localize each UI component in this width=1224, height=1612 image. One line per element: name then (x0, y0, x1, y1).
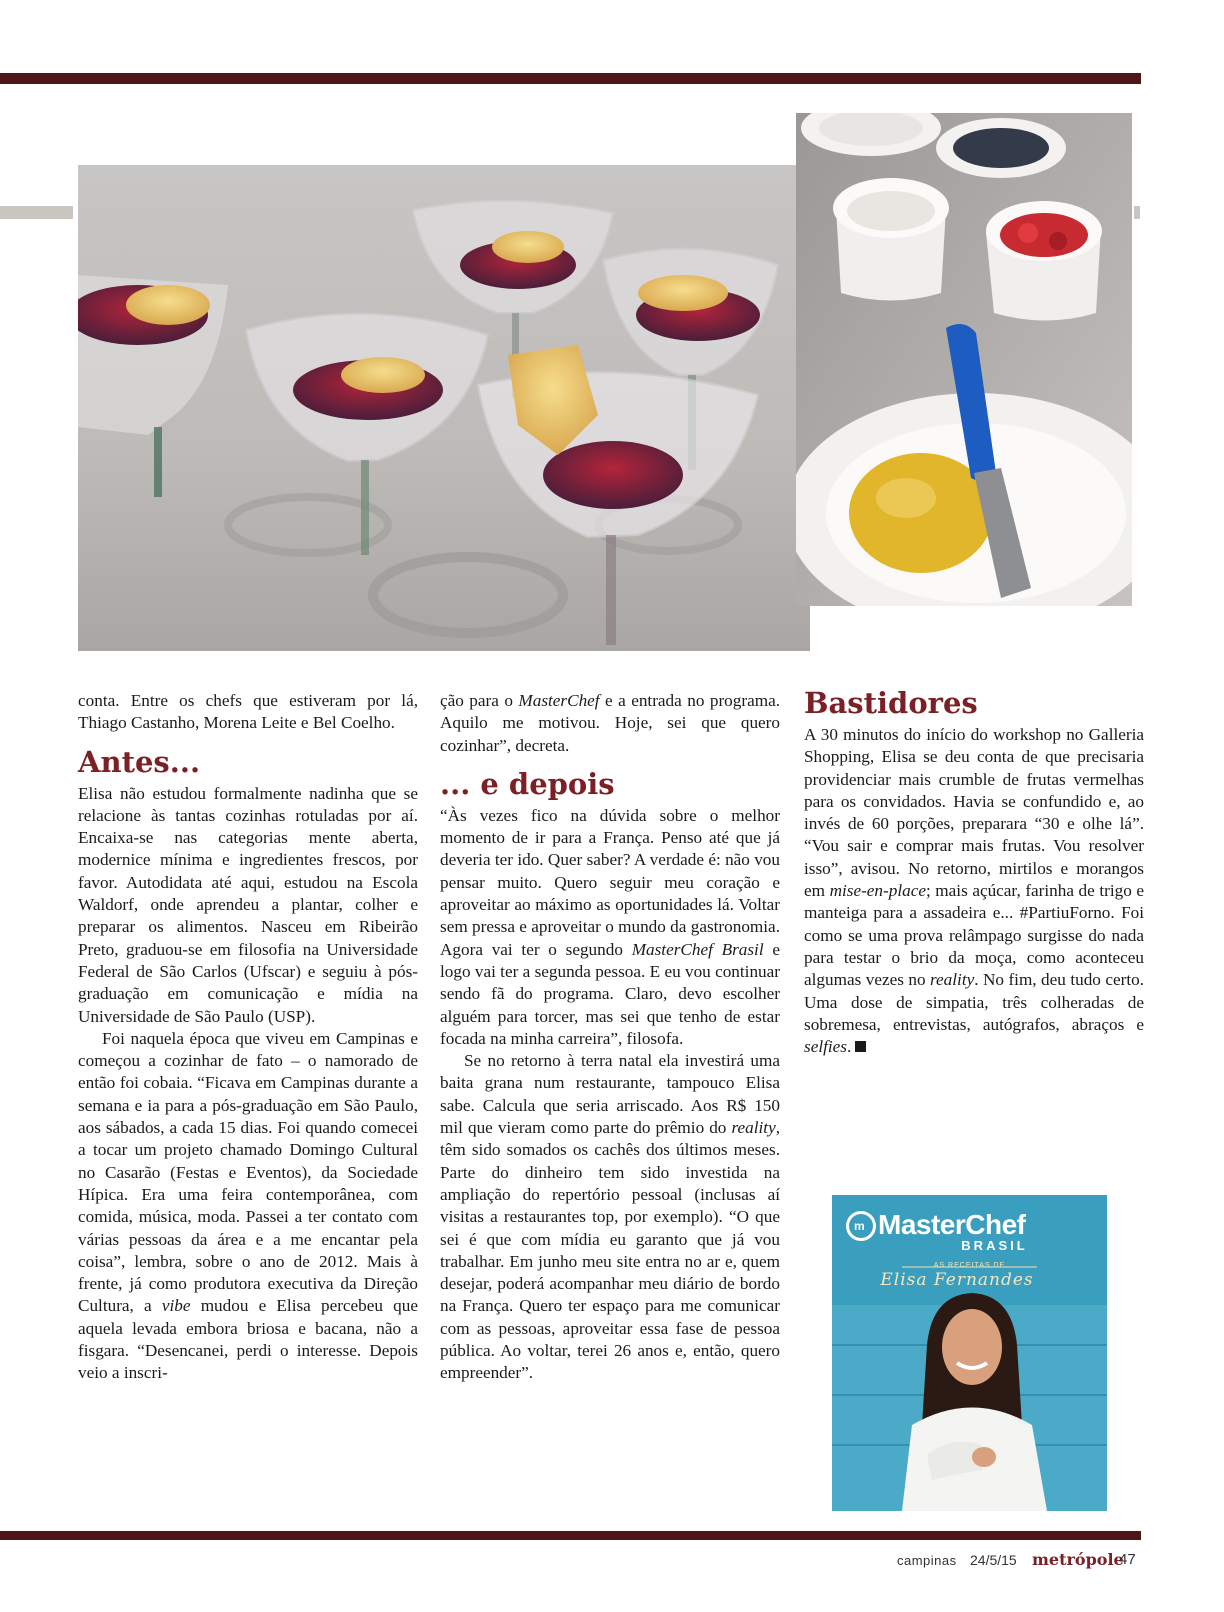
end-of-article-mark (855, 1041, 866, 1052)
heading-antes: Antes... (78, 744, 201, 779)
paragraph-intro-continued: conta. Entre os chefs que estiveram por lá, Thiago Castanho, Morena Leite e Bel Coelho. (78, 691, 418, 733)
heading-depois: ... e depois (440, 766, 615, 801)
text-run: ção para o (440, 691, 513, 710)
right-tab-marker (1134, 206, 1140, 219)
text-run: e logo vai ter a segunda pessoa. E eu vou continuar sendo fã do programa. Claro, devo escolher alguém para torcer, mas sei que tenho de estar focada na minha carreira”, filosofa. (440, 939, 780, 1048)
paragraph-depois-1 (440, 805, 780, 1050)
column-2 (440, 690, 780, 1385)
italic-term: reality (930, 970, 975, 990)
italic-term: mise-en-place (829, 881, 926, 901)
text-run: . (846, 1037, 852, 1057)
top-rule (0, 73, 1141, 84)
italic-term: selfies (804, 1037, 847, 1057)
logo-mark: m (854, 1219, 865, 1233)
column-3 (804, 686, 1144, 1058)
text-run: “Às vezes fico na dúvida sobre o melhor momento de ir para a França. Penso até que já deveria ter ido. Quer saber? A verdade é: não vou pensar muito. Quero seguir meu coração e aproveitar ao máximo as oportunidades lá. Voltar sem pressa e aproveitar o mundo da gastronomia. Agora vai ter o segundo (440, 805, 780, 959)
italic-term: vibe (161, 1296, 191, 1316)
photo-crumble-glasses (78, 165, 810, 651)
paragraph-antes-2 (78, 1028, 418, 1385)
bottom-rule (0, 1531, 1141, 1540)
text-run: e a entrada no programa. Aquilo me motivou. Hoje, sei que quero cozinhar”, decreta. (440, 691, 781, 755)
text-run: Se no retorno à terra natal ela investirá uma baita grana num restaurante, tampouco Elisa sabe. Calcula que seria arriscado. Aos R$ 150 mil que vieram como parte do prêmio do (440, 1051, 780, 1138)
cover-caption: AS RECEITAS DE (933, 1262, 1006, 1269)
page-footer (880, 1551, 1140, 1575)
masterchef-logo-icon (846, 1211, 876, 1241)
footer-date: 24/5/15 (970, 1552, 1017, 1568)
footer-city: campinas (897, 1553, 957, 1568)
paragraph-depois-2 (440, 1050, 780, 1384)
paragraph-antes-1: Elisa não estudou formalmente nadinha que se relacione às tantas cozinhas rotuladas por aí. Encaixa-se nas categorias mente aberta, modernice mínima e ingredientes frescos, por favor. Autodidata até aqui, estudou na Escola Waldorf, onde aprendeu a plantar, colher e preparar os alimentos. Nasceu em Ribeirão Preto, graduou-se em filosofia na Universidade Federal de São Carlos (Ufscar) e seguiu à pós-graduação em comunicação e mídia na Universidade de São Paulo (USP). (78, 783, 418, 1026)
photo-ingredient-bowls (796, 113, 1132, 606)
italic-term: reality (731, 1118, 776, 1138)
text-run: A 30 minutos do início do workshop no Galleria Shopping, Elisa se deu conta de que precisaria providenciar mais crumble de frutas vermelhas para os convidados. Havia se confundido e, ao invés de 60 porções, preparara “30 e olhe lá”. “Vou sair e comprar mais frutas. Vou resolver isso”, avisou. No retorno, mirtilos e morangos em (804, 725, 1144, 901)
cover-title: MasterChef (878, 1209, 1026, 1240)
column-1 (78, 690, 418, 1385)
footer-magazine: metrópole (1032, 1550, 1124, 1569)
italic-term: MasterChef Brasil (631, 939, 764, 959)
left-tab-marker (0, 206, 73, 219)
book-cover-masterchef (832, 1195, 1107, 1511)
cover-author: Elisa Fernandes (880, 1270, 1034, 1290)
paragraph-bastidores (804, 724, 1144, 1058)
paragraph-continued (440, 690, 780, 757)
text-run: , têm sido somados os cachês dos últimos meses. Parte do dinheiro tem sido investida na ampliação do repertório pessoal (inclusas aí visitas a restaurantes top, por exemplo). “O que sei é que com mídia eu garanto que já vou trabalhar. Em junho meu site entra no ar e, quem desejar, poderá acompanhar meu diário de bordo na França. Quero ter espaço para me comunicar com as pessoas, aproveitar essa fase de pessoa pública. Ao voltar, terei 26 anos e, então, quero empreender”. (440, 1118, 780, 1383)
italic-term: MasterChef (518, 691, 600, 710)
heading-bastidores: Bastidores (804, 686, 978, 720)
cover-subtitle: BRASIL (961, 1238, 1028, 1253)
page-number: 47 (1119, 1551, 1136, 1568)
text-run: Foi naquela época que viveu em Campinas e começou a cozinhar de fato – o namorado de então foi cobaia. “Ficava em Campinas durante a semana e ia para a pós-graduação em São Paulo, aos sábados, a cada 15 dias. Foi quando comecei a tocar um projeto chamado Domingo Cultural no Casarão (Festas e Eventos), da Sociedade Hípica. Era uma feira contemporânea, com comida, música, moda. Passei a ter contato com várias pessoas da área e a me encantar pela coisa”, lembra, sobre o ano de 2012. Mais à frente, já como produtora executiva da Direção Cultura, a (78, 1028, 418, 1316)
text-run: mudou e Elisa percebeu que aquela levada embora briosa e bacana, não a fisgara. “Desencanei, perdi o interesse. Depois veio a inscri- (78, 1296, 419, 1383)
text-run: ; mais açúcar, farinha de trigo e manteiga para a assadeira e... #PartiuForno. Foi como se uma prova relâmpago surgisse do nada para testar o brio da moça, como aconteceu algumas vezes no (804, 881, 1144, 990)
text-run: . No fim, deu tudo certo. Uma dose de simpatia, três colheradas de sobremesa, entrevistas, autógrafos, abraços e (804, 970, 1144, 1034)
